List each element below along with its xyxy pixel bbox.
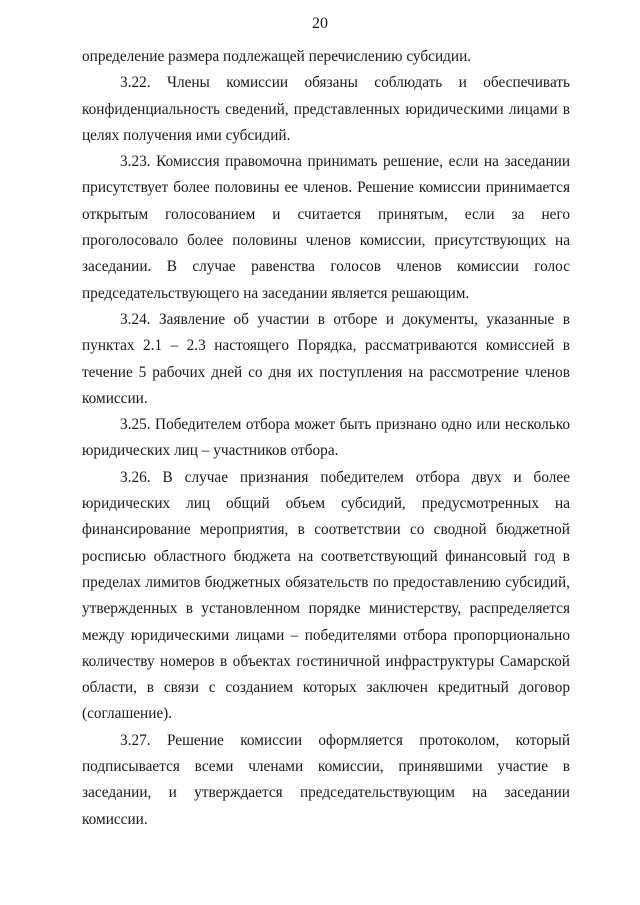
paragraph-3-25: 3.25. Победителем отбора может быть признано одно или несколько юридических лиц – участников отбора. xyxy=(82,416,570,460)
paragraph-3-24: 3.24. Заявление об участии в отборе и документы, указанные в пунктах 2.1 – 2.3 настоящего Порядка, рассматриваются комиссией в течение 5 рабочих дней со дня их поступления на рассмотрение членов комиссии. xyxy=(82,310,570,407)
paragraph-3-23: 3.23. Комиссия правомочна принимать решение, если на заседании присутствует более половины ее членов. Решение комиссии принимается открытым голосованием и считается принятым, если за него проголосовало более половины членов комиссии, присутствующих на заседании. В случае равенства голосов членов комиссии голос председательствующего на заседании является решающим. xyxy=(82,153,570,302)
paragraph-3-26: 3.26. В случае признания победителем отбора двух и более юридических лиц общий объем субсидий, предусмотренных на финансирование мероприятия, в соответствии со сводной бюджетной росписью областного бюджета на соответствующий финансовый год в пределах лимитов бюджетных обязательств по предоставлению субсидий, утвержденных в установленном порядке министерству, распределяется между юридическими лицами – победителями отбора пропорционально количеству номеров в объектах гостиничной инфраструктуры Самарской области, в связи с созданием которых заключен кредитный договор (соглашение). xyxy=(82,468,570,723)
page-number: 20 xyxy=(312,15,328,32)
paragraph-3-22: 3.22. Члены комиссии обязаны соблюдать и обеспечивать конфиденциальность сведений, представленных юридическими лицами в целях получения ими субсидий. xyxy=(82,74,570,144)
paragraph-continuation: определение размера подлежащей перечислению субсидии. xyxy=(82,48,472,65)
paragraph-3-27: 3.27. Решение комиссии оформляется протоколом, который подписывается всеми членами комиссии, принявшими участие в заседании, и утверждается председательствующим на заседании комиссии. xyxy=(82,731,570,828)
document-body xyxy=(82,44,570,833)
